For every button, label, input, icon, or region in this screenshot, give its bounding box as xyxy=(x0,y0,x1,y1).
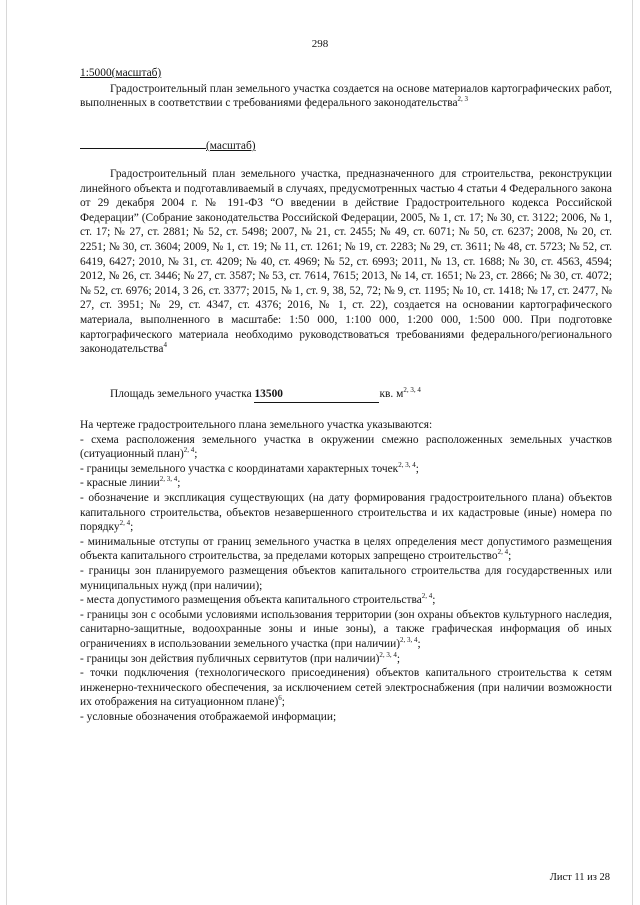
scale-blank-label: (масштаб) xyxy=(206,140,256,152)
scale-heading: 1:5000(масштаб) xyxy=(80,67,162,79)
drawing-item: - границы зон планируемого размещения объектов капитального строительства для государственных или муниципальных нужд (при наличии); xyxy=(80,564,612,592)
scale-paragraph-text: Градостроительный план земельного участка создается на основе материалов картографических работ, выполненных в соответствии с требованиями федерального законодательства xyxy=(80,82,612,110)
drawing-item: - места допустимого размещения объекта капитального строительства$^{2, 4}$; xyxy=(80,592,436,607)
linear-object-sup: 4 xyxy=(163,341,167,350)
linear-object-text: Градостроительный план земельного участка, предназначенного для строительства, реконструкции линейного объекта и подготавливаемый в случаях, предусмотренных частью 4 статьи 4 Федерального закона от 29 декабря 2004 г. № 191-ФЗ “О введении в действие Градостроительного кодекса Российской Федерации” (Собрание законодательства Российской Федерации, 2005, № 1, ст. 17; № 30, ст. 3122; 2006, № 1, ст. 17; № 27, ст. 2881; № 52, ст. 5498; 2007, № 21, ст. 2455; № 49, ст. 6071; № 50, ст. 6237; 2008, № 20, ст. 2251; № 30, ст. 3604; 2009, № 1, ст. 19; № 11, ст. 1261; № 19, ст. 2283; № 29, ст. 3611; № 48, ст. 5723; № 52, ст. 6419, 6427; 2010, № 31, ст. 4209; № 40, ст. 4969; № 52, ст. 6993; 2011, № 13, ст. 1688; № 30, ст. 4563, 4594; 2012, № 26, ст. 3446; № 27, ст. 3587; № 53, ст. 7614, 7615; 2013, № 14, ст. 1651; № 23, ст. 2866; № 30, ст. 4072; № 52, ст. 6976; 2014, 3 26, ст. 3377; 2015, № 1, ст. 9, 38, 52, 72; № 9, ст. 1195; № 10, ст. 1418; № 17, ст. 2477, № 27, ст. 3951; № 29, ст. 4347, ст. 4376; 2016, № 1, ст. 22), создается на основании картографического материала, выполненного в масштабе: 1:50 000, 1:100 000, 1:200 000, 1:500 000. При подготовке картографического материала необходимо руководствоваться требованиями федерального/регионального законодательства xyxy=(80,168,612,356)
drawing-item: - минимальные отступы от границ земельного участка в целях определения мест допустимого размещения объекта капитального строительства, за пределами которых запрещено строительство$^{2, 4}$; xyxy=(80,535,612,563)
scale-blank-line xyxy=(80,148,206,149)
drawing-section xyxy=(80,418,612,724)
drawing-item: - схема расположения земельного участка в окружении смежно расположенных земельных участков (ситуационный план)$^{2, 4}$; xyxy=(80,433,612,461)
left-scan-edge xyxy=(6,0,7,905)
scale-paragraph xyxy=(80,82,612,111)
area-unit-sup: 2, 3, 4 xyxy=(403,386,421,395)
page-number: 298 xyxy=(311,38,329,50)
area-value: 13500 xyxy=(254,387,379,403)
area-label: Площадь земельного участка xyxy=(110,388,252,400)
area-unit: кв. м xyxy=(379,388,404,400)
area-line xyxy=(80,387,612,403)
scale-blank xyxy=(80,139,612,154)
linear-object-paragraph xyxy=(80,167,612,357)
drawing-item: - обозначение и экспликация существующих (на дату формирования градостроительного плана) объектов капитального строительства, объектов незавершенного строительства и их кадастровые (иные) номера по порядку$^{2, 4}$; xyxy=(80,491,612,534)
drawing-item: - условные обозначения отображаемой информации; xyxy=(80,710,337,723)
drawing-item: - границы зон действия публичных сервитутов (при наличии)$^{2, 3, 4}$; xyxy=(80,650,401,665)
right-scan-edge xyxy=(632,0,633,905)
drawing-item: - границы зон с особыми условиями использования территории (зон охраны объектов культурного наследия, санитарно-защитные, водоохранные зоны и иные зоны), а также графическая информация об иных ограничениях в использовании земельного участка (при наличии)$^{2, 3, 4}$; xyxy=(80,608,612,650)
drawing-intro: На чертеже градостроительного плана земельного участка указываются: xyxy=(80,419,433,431)
drawing-item: - красные линии$^{2, 3, 4}$; xyxy=(80,475,181,490)
sheet-counter: Лист 11 из 28 xyxy=(549,872,610,883)
scale-paragraph-sup: 2, 3 xyxy=(457,95,469,104)
drawing-item: - границы земельного участка с координатами характерных точек$^{2, 3, 4}$; xyxy=(80,460,419,475)
scale-section xyxy=(80,66,612,111)
drawing-item: - точки подключения (технологического присоединения) объектов капитального строительства к сетям инженерно-технического обеспечения, за исключением сетей электроснабжения (при наличии возможности их отображения на ситуационном плане)$^6$; xyxy=(80,667,612,709)
